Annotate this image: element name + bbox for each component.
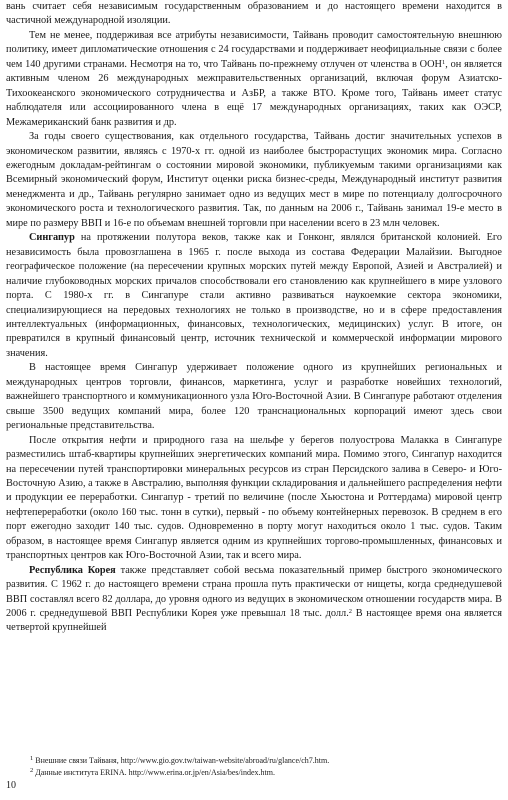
paragraph-4: Сингапур на протяжении полутора веков, также как и Гонконг, являлся британской колонией. Его независимость была провозглашена в 1965 г. после выхода из состава Федерации Малайзии. Выгодное географическое положение (на пересечении крупных морских путей между Европой, Азией и Австралией) и наличие глубоководных морских причалов способствовали его становлению как крупнейшего в мире узлового порта. С 1980-х гг. в Сингапуре стали активно развиваться наукоемкие сектора экономики, специализирующиеся на передовых технологиях не только в производстве, но и в сфере предоставления интеллектуальных (информационных, финансовых, технологических, медицинских) услуг. В итоге, он превратился в крупный финансовый центр, источник технической и коммерческой информации мирового значения. [6, 232, 502, 359]
page-number: 10 [6, 780, 16, 791]
footnote-ref-2[interactable]: 2 [348, 608, 353, 616]
footnote-2: $^2$ Данные института ERINA. http://www.erina.or.jp/en/Asia/bes/index.htm. [30, 767, 275, 777]
paragraph-2: Тем не менее, поддерживая все атрибуты независимости, Тайвань проводит самостоятельную внешнюю политику, имеет дипломатические отношения с 24 государствами и поддерживает неофициальные связи с более чем 140 другими странами. Несмотря на то, что Тайвань по-прежнему отлучен от членства в ООН$^1$, он является активным членом 26 международных межправительственных организаций, включая форум Азиатско-Тихоокеанского экономического сотрудничества и АзБР, а также ВТО. Кроме того, Тайвань имеет статус наблюдателя или ассоциированного члена в ещё 17 международных организациях, таких как ОЭСР, Межамериканский банк развития и др. [6, 29, 502, 128]
footnotes [30, 755, 500, 779]
term-singapore: Сингапур [29, 232, 75, 244]
footnote-1: $^1$ Внешние связи Тайваня, http://www.gio.gov.tw/taiwan-website/abroad/ru/glance/ch7.htm. [30, 755, 330, 765]
body-text [6, 0, 502, 636]
footnote-ref-1[interactable]: 1 [441, 58, 446, 66]
paragraph-5: В настоящее время Сингапур удерживает положение одного из крупнейших региональных и международных центров торговли, финансов, маркетинга, услуг и разработке новейших технологий, важнейшего транспортного и коммуникационного узла Юго-Восточной Азии. В Сингапуре работают отделения свыше 3500 ведущих компаний мира, более 120 транснациональных корпораций имеют здесь свои региональные представительства. [6, 362, 502, 432]
paragraph-1: вань считает себя независимым государственным образованием и до настоящего времени находится в частичной международной изоляции. [6, 1, 502, 27]
paragraph-6: После открытия нефти и природного газа на шельфе у берегов полуострова Малакка в Сингапуре разместились штаб-квартиры крупнейших энергетических компаний мира. Помимо этого, Сингапур находится на пересечении путей транспортировки минеральных ресурсов из стран Персидского залива в Северо- и Юго-Восточную Азию, а также в Австралию, выполняя функции складирования и дальнейшего распределения нефти и продукции ее переработки. Сингапур - третий по величине (после Хьюстона и Роттердама) мировой центр нефтепереработки (около 160 тыс. тонн в сутки), первый - по объему контейнерных перевозок. В среднем в его порт ежегодно заходит 140 тыс. судов. Одновременно в порту могут находиться около 1 тыс. судов. Таким образом, в настоящее время Сингапур является одним из крупнейших торгово-промышленных, финансовых и транспортных центров как Юго-Восточной Азии, так и всего мира. [6, 434, 502, 562]
paragraph-3: За годы своего существования, как отдельного государства, Тайвань достиг значительных успехов в экономическом развитии, являясь с 1970-х гг. одной из наиболее быстрорастущих экономик мира. Согласно ежегодным докладам-рейтингам о состоянии мировой экономики, публикуемым такими организациями как Всемирный экономический форум, Институт оценки риска бизнес-среды, Международный институт развития менеджмента и др., Тайвань регулярно занимает одно из ведущих мест в мире по потенциалу долгосрочного экономического роста и технологического развития. Так, по данным на 2006 г., Тайвань занимал 19-е место в мире по размеру ВВП и 16-е по объемам внешней торговли при населении всего в 23 млн человек. [6, 131, 502, 229]
term-korea: Республика Корея [29, 564, 116, 576]
paragraph-7: Республика Корея также представляет собой весьма показательный пример быстрого экономического развития. С 1962 г. до настоящего времени страна прошла путь практически от нищеты, когда среднедушевой ВВП составлял всего 82 доллара, до уровня одного из ведущих в экономическом отношении государств мира. В 2006 г. среднедушевой ВВП Республики Корея уже превышал 18 тыс. долл.$^2$ В настоящее время она является четвертой крупнейшей [6, 564, 503, 634]
